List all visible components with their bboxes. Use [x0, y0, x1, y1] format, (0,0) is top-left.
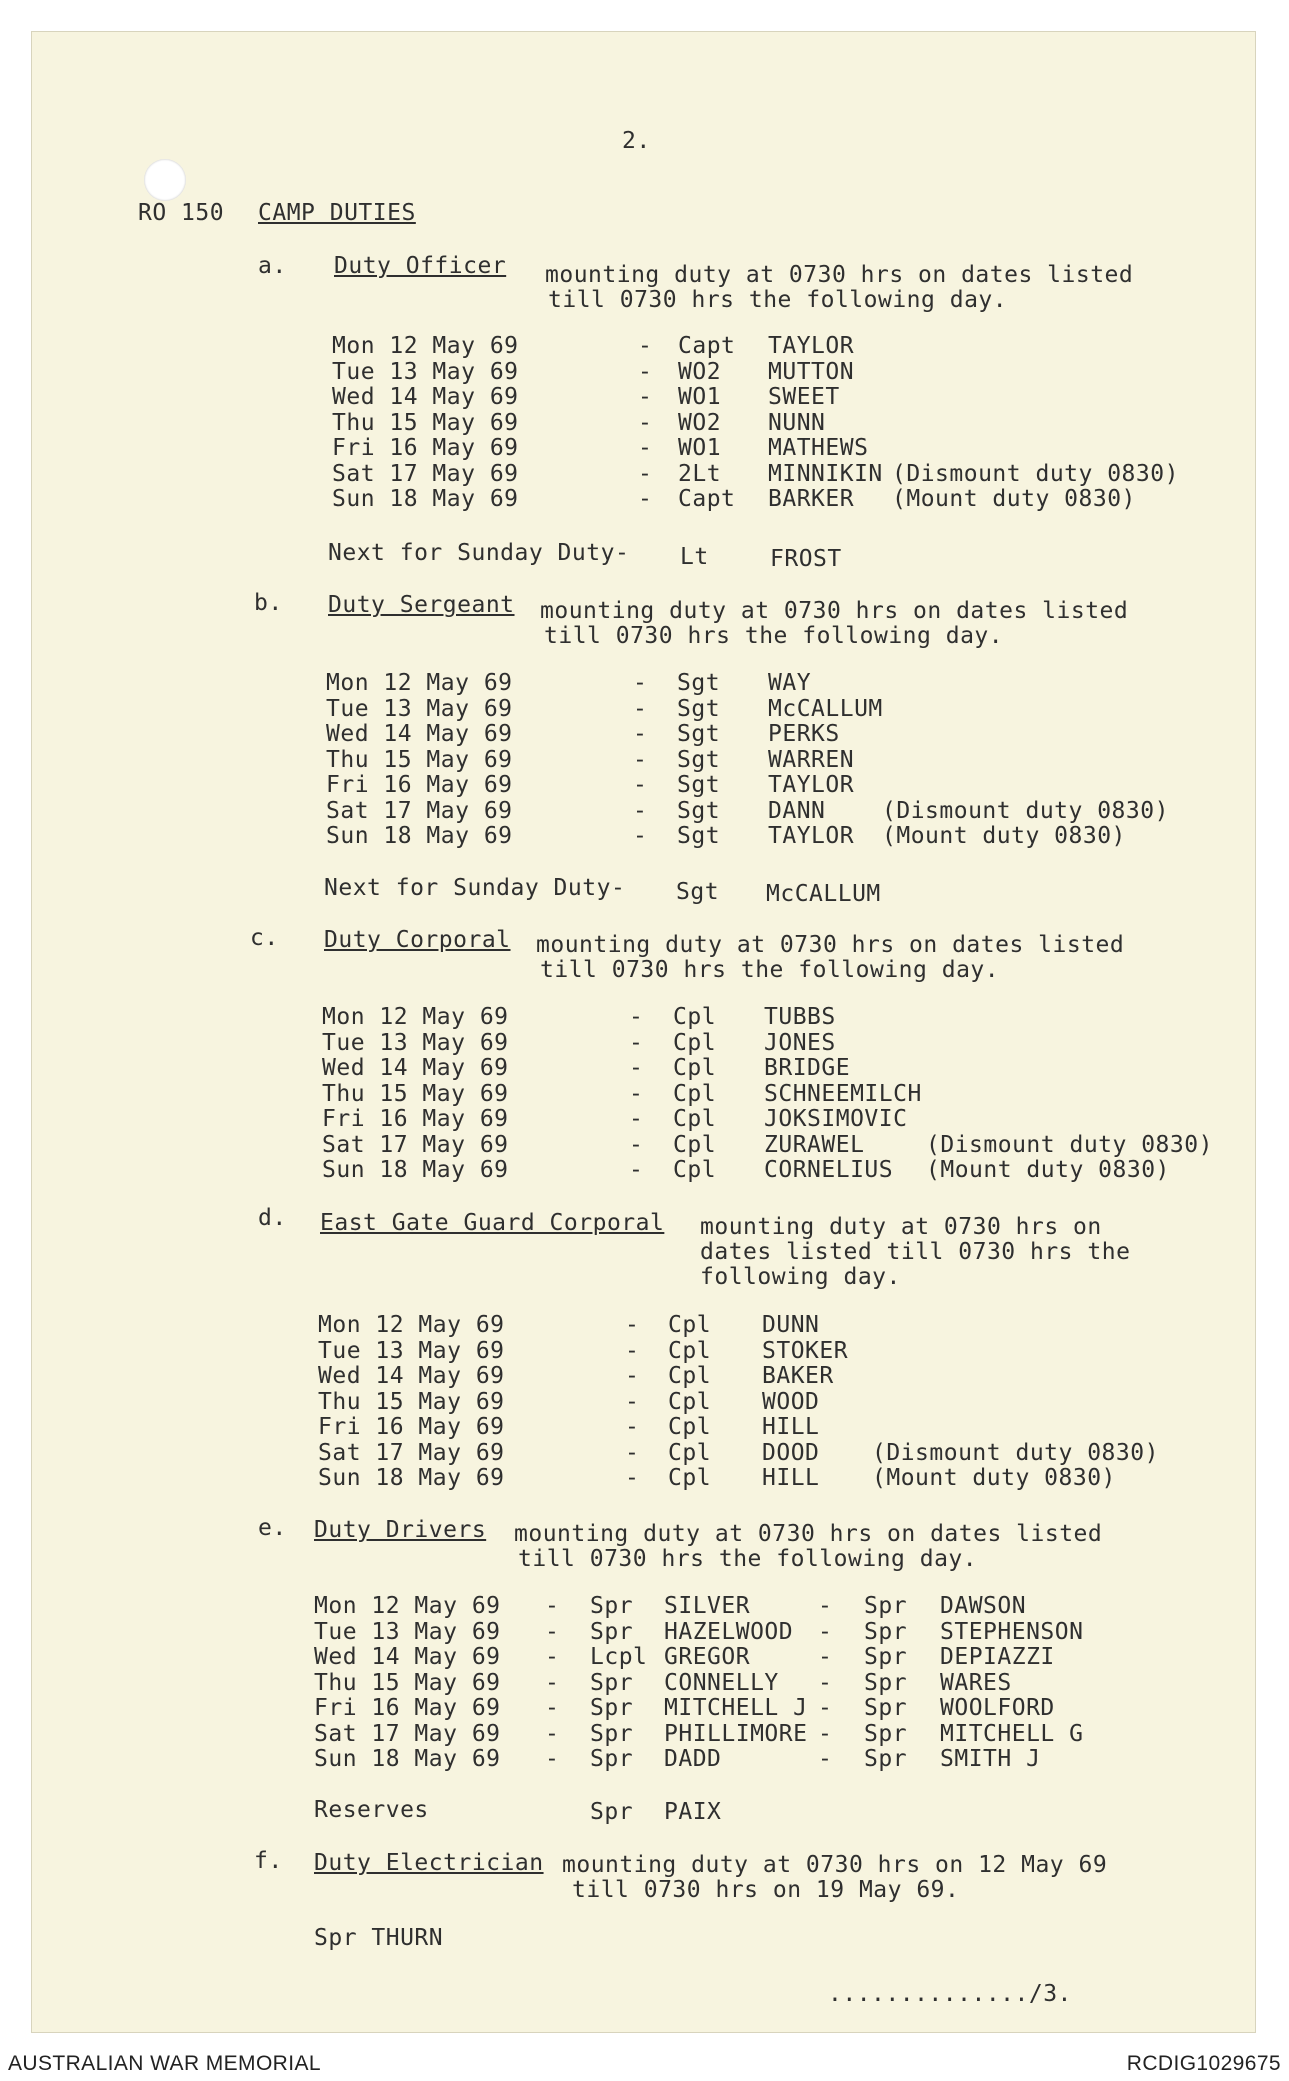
driver-name: HAZELWOOD [664, 1619, 794, 1645]
dash-separator: - [633, 823, 648, 849]
next-sunday-name-b: McCALLUM [766, 881, 881, 907]
section-letter-f: f. [254, 1848, 283, 1874]
driver-rank: Spr [864, 1619, 908, 1645]
driver-name: PHILLIMORE [664, 1721, 808, 1747]
roster-rank: Cpl [668, 1389, 712, 1415]
driver-date: Tue 13 May 69 [314, 1619, 501, 1645]
driver-name: SMITH J [940, 1746, 1041, 1772]
roster-name: DUNN [762, 1312, 820, 1338]
roster-name: HILL [762, 1414, 820, 1440]
roster-rank: WO1 [678, 384, 722, 410]
roster-name: HILL [762, 1465, 820, 1491]
roster-name: MUTTON [768, 359, 855, 385]
driver-name: SILVER [664, 1593, 751, 1619]
dash-separator: - [638, 333, 653, 359]
roster-name: DANN [768, 798, 826, 824]
roster-name: McCALLUM [768, 696, 883, 722]
roster-date: Fri 16 May 69 [322, 1106, 509, 1132]
footer-id: RCDIG1029675 [1126, 2052, 1281, 2075]
dash-separator: - [629, 1055, 644, 1081]
section-letter-b: b. [254, 590, 283, 616]
driver-name: CONNELLY [664, 1670, 779, 1696]
dash-separator: - [818, 1644, 833, 1670]
driver-rank: Spr [590, 1619, 634, 1645]
roster-name: NUNN [768, 410, 826, 436]
section-desc-d-3: following day. [700, 1264, 901, 1290]
roster-rank: Cpl [673, 1157, 717, 1183]
roster-name: WOOD [762, 1389, 820, 1415]
driver-rank: Spr [864, 1721, 908, 1747]
dash-separator: - [638, 384, 653, 410]
driver-rank: Spr [590, 1695, 634, 1721]
roster-date: Wed 14 May 69 [318, 1363, 505, 1389]
driver-rank: Spr [864, 1695, 908, 1721]
section-heading-e: Duty Drivers [314, 1517, 487, 1543]
roster-rank: Cpl [668, 1312, 712, 1338]
section-heading-d: East Gate Guard Corporal [320, 1210, 665, 1236]
driver-date: Fri 16 May 69 [314, 1695, 501, 1721]
dash-separator: - [629, 1081, 644, 1107]
roster-name: TAYLOR [768, 823, 855, 849]
section-desc-c-1: mounting duty at 0730 hrs on dates listed [536, 932, 1125, 958]
dash-separator: - [545, 1721, 560, 1747]
roster-date: Sun 18 May 69 [326, 823, 513, 849]
roster-date: Tue 13 May 69 [318, 1338, 505, 1364]
roster-date: Mon 12 May 69 [322, 1004, 509, 1030]
dash-separator: - [638, 461, 653, 487]
roster-name: WAY [768, 670, 812, 696]
roster-rank: Sgt [677, 772, 721, 798]
roster-rank: Cpl [673, 1030, 717, 1056]
dash-separator: - [545, 1593, 560, 1619]
roster-name: CORNELIUS [764, 1157, 894, 1183]
dash-separator: - [629, 1030, 644, 1056]
roster-date: Tue 13 May 69 [332, 359, 519, 385]
roster-name: BARKER [768, 486, 855, 512]
driver-name: DAWSON [940, 1593, 1027, 1619]
roster-date: Sun 18 May 69 [332, 486, 519, 512]
roster-date: Sun 18 May 69 [322, 1157, 509, 1183]
roster-date: Wed 14 May 69 [326, 721, 513, 747]
reserves-rank: Spr [590, 1799, 634, 1825]
page-number: 2. [622, 128, 651, 154]
roster-note: (Mount duty 0830) [882, 823, 1126, 849]
dash-separator: - [629, 1004, 644, 1030]
dash-separator: - [638, 359, 653, 385]
roster-rank: Sgt [677, 747, 721, 773]
roster-date: Wed 14 May 69 [332, 384, 519, 410]
driver-name: DEPIAZZI [940, 1644, 1055, 1670]
dash-separator: - [638, 435, 653, 461]
roster-rank: Cpl [668, 1414, 712, 1440]
dash-separator: - [633, 798, 648, 824]
section-desc-a-1: mounting duty at 0730 hrs on dates listed [545, 262, 1134, 288]
next-sunday-name-a: FROST [770, 546, 842, 572]
roster-rank: Cpl [673, 1132, 717, 1158]
driver-rank: Spr [590, 1670, 634, 1696]
driver-rank: Spr [864, 1670, 908, 1696]
dash-separator: - [633, 747, 648, 773]
driver-date: Thu 15 May 69 [314, 1670, 501, 1696]
roster-date: Sat 17 May 69 [322, 1132, 509, 1158]
dash-separator: - [625, 1312, 640, 1338]
roster-name: TAYLOR [768, 772, 855, 798]
roster-rank: Cpl [673, 1106, 717, 1132]
dash-separator: - [629, 1157, 644, 1183]
driver-rank: Spr [590, 1593, 634, 1619]
roster-rank: Cpl [668, 1465, 712, 1491]
dash-separator: - [818, 1721, 833, 1747]
dash-separator: - [625, 1414, 640, 1440]
dash-separator: - [638, 410, 653, 436]
driver-name: MITCHELL G [940, 1721, 1084, 1747]
roster-name: JOKSIMOVIC [764, 1106, 908, 1132]
roster-date: Thu 15 May 69 [318, 1389, 505, 1415]
section-heading-c: Duty Corporal [324, 927, 511, 953]
dash-separator: - [625, 1389, 640, 1415]
roster-name: TAYLOR [768, 333, 855, 359]
roster-date: Sat 17 May 69 [318, 1440, 505, 1466]
reserves-label: Reserves [314, 1797, 429, 1823]
roster-date: Sat 17 May 69 [326, 798, 513, 824]
dash-separator: - [625, 1363, 640, 1389]
roster-date: Wed 14 May 69 [322, 1055, 509, 1081]
roster-rank: Cpl [668, 1363, 712, 1389]
roster-rank: WO2 [678, 410, 722, 436]
order-reference: RO 150 [138, 200, 225, 226]
roster-rank: Cpl [673, 1081, 717, 1107]
dash-separator: - [818, 1619, 833, 1645]
section-heading-b: Duty Sergeant [328, 592, 515, 618]
driver-rank: Spr [864, 1746, 908, 1772]
next-sunday-label-a: Next for Sunday Duty- [328, 540, 630, 566]
roster-name: MINNIKIN [768, 461, 883, 487]
section-desc-e-1: mounting duty at 0730 hrs on dates listed [514, 1521, 1103, 1547]
dash-separator: - [633, 772, 648, 798]
roster-name: BRIDGE [764, 1055, 851, 1081]
roster-rank: Sgt [677, 823, 721, 849]
dash-separator: - [818, 1746, 833, 1772]
roster-date: Mon 12 May 69 [318, 1312, 505, 1338]
roster-rank: Cpl [668, 1440, 712, 1466]
dash-separator: - [818, 1695, 833, 1721]
roster-date: Thu 15 May 69 [322, 1081, 509, 1107]
roster-note: (Mount duty 0830) [872, 1465, 1116, 1491]
roster-rank: WO2 [678, 359, 722, 385]
duty-electrician-name: Spr THURN [314, 1925, 444, 1951]
dash-separator: - [625, 1440, 640, 1466]
reserves-name: PAIX [664, 1799, 722, 1825]
dash-separator: - [545, 1619, 560, 1645]
roster-date: Fri 16 May 69 [332, 435, 519, 461]
roster-name: PERKS [768, 721, 840, 747]
roster-note: (Mount duty 0830) [926, 1157, 1170, 1183]
roster-date: Mon 12 May 69 [326, 670, 513, 696]
roster-date: Sun 18 May 69 [318, 1465, 505, 1491]
section-desc-b-2: till 0730 hrs the following day. [544, 623, 1004, 649]
driver-name: WARES [940, 1670, 1012, 1696]
driver-date: Wed 14 May 69 [314, 1644, 501, 1670]
dash-separator: - [633, 721, 648, 747]
dash-separator: - [633, 696, 648, 722]
section-desc-a-2: till 0730 hrs the following day. [548, 287, 1008, 313]
dash-separator: - [629, 1132, 644, 1158]
roster-date: Mon 12 May 69 [332, 333, 519, 359]
dash-separator: - [625, 1338, 640, 1364]
roster-name: TUBBS [764, 1004, 836, 1030]
roster-date: Sat 17 May 69 [332, 461, 519, 487]
roster-note: (Mount duty 0830) [892, 486, 1136, 512]
dash-separator: - [633, 670, 648, 696]
roster-date: Thu 15 May 69 [332, 410, 519, 436]
punch-hole [144, 159, 186, 201]
section-letter-e: e. [258, 1515, 287, 1541]
roster-rank: Cpl [673, 1004, 717, 1030]
roster-rank: Sgt [677, 696, 721, 722]
roster-note: (Dismount duty 0830) [872, 1440, 1159, 1466]
roster-note: (Dismount duty 0830) [882, 798, 1169, 824]
continuation-marker: ............../3. [828, 1981, 1072, 2007]
section-desc-f-2: till 0730 hrs on 19 May 69. [572, 1877, 960, 1903]
driver-name: DADD [664, 1746, 722, 1772]
roster-name: WARREN [768, 747, 855, 773]
roster-rank: 2Lt [678, 461, 722, 487]
roster-name: DOOD [762, 1440, 820, 1466]
driver-rank: Spr [864, 1593, 908, 1619]
driver-name: GREGOR [664, 1644, 751, 1670]
section-letter-c: c. [250, 925, 279, 951]
roster-rank: Sgt [677, 798, 721, 824]
roster-rank: Sgt [677, 670, 721, 696]
roster-rank: Sgt [677, 721, 721, 747]
driver-rank: Spr [864, 1644, 908, 1670]
page-title: CAMP DUTIES [258, 200, 416, 226]
footer-source: AUSTRALIAN WAR MEMORIAL [8, 2052, 321, 2075]
roster-note: (Dismount duty 0830) [926, 1132, 1213, 1158]
next-sunday-label-b: Next for Sunday Duty- [324, 875, 626, 901]
driver-name: MITCHELL J [664, 1695, 808, 1721]
roster-name: SWEET [768, 384, 840, 410]
driver-rank: Lcpl [590, 1644, 648, 1670]
roster-rank: Capt [678, 486, 736, 512]
next-sunday-rank-b: Sgt [676, 879, 720, 905]
driver-rank: Spr [590, 1721, 634, 1747]
roster-date: Tue 13 May 69 [326, 696, 513, 722]
driver-name: STEPHENSON [940, 1619, 1084, 1645]
dash-separator: - [818, 1593, 833, 1619]
roster-note: (Dismount duty 0830) [892, 461, 1179, 487]
roster-name: MATHEWS [768, 435, 869, 461]
roster-name: SCHNEEMILCH [764, 1081, 922, 1107]
section-desc-f-1: mounting duty at 0730 hrs on 12 May 69 [562, 1852, 1108, 1878]
driver-rank: Spr [590, 1746, 634, 1772]
driver-date: Sun 18 May 69 [314, 1746, 501, 1772]
dash-separator: - [545, 1746, 560, 1772]
roster-name: STOKER [762, 1338, 849, 1364]
section-heading-a: Duty Officer [334, 253, 507, 279]
section-desc-e-2: till 0730 hrs the following day. [518, 1546, 978, 1572]
roster-rank: Capt [678, 333, 736, 359]
driver-date: Sat 17 May 69 [314, 1721, 501, 1747]
section-desc-c-2: till 0730 hrs the following day. [540, 957, 1000, 983]
roster-date: Fri 16 May 69 [318, 1414, 505, 1440]
roster-name: BAKER [762, 1363, 834, 1389]
dash-separator: - [545, 1695, 560, 1721]
section-desc-b-1: mounting duty at 0730 hrs on dates listed [540, 598, 1129, 624]
dash-separator: - [818, 1670, 833, 1696]
driver-name: WOOLFORD [940, 1695, 1055, 1721]
roster-name: JONES [764, 1030, 836, 1056]
dash-separator: - [638, 486, 653, 512]
dash-separator: - [545, 1670, 560, 1696]
driver-date: Mon 12 May 69 [314, 1593, 501, 1619]
roster-name: ZURAWEL [764, 1132, 865, 1158]
section-desc-d-2: dates listed till 0730 hrs the [700, 1239, 1131, 1265]
next-sunday-rank-a: Lt [680, 544, 709, 570]
dash-separator: - [625, 1465, 640, 1491]
dash-separator: - [545, 1644, 560, 1670]
dash-separator: - [629, 1106, 644, 1132]
section-letter-a: a. [258, 253, 287, 279]
roster-date: Fri 16 May 69 [326, 772, 513, 798]
section-desc-d-1: mounting duty at 0730 hrs on [700, 1214, 1102, 1240]
roster-rank: WO1 [678, 435, 722, 461]
section-heading-f: Duty Electrician [314, 1850, 544, 1876]
section-letter-d: d. [258, 1205, 287, 1231]
roster-rank: Cpl [668, 1338, 712, 1364]
roster-rank: Cpl [673, 1055, 717, 1081]
roster-date: Thu 15 May 69 [326, 747, 513, 773]
roster-date: Tue 13 May 69 [322, 1030, 509, 1056]
